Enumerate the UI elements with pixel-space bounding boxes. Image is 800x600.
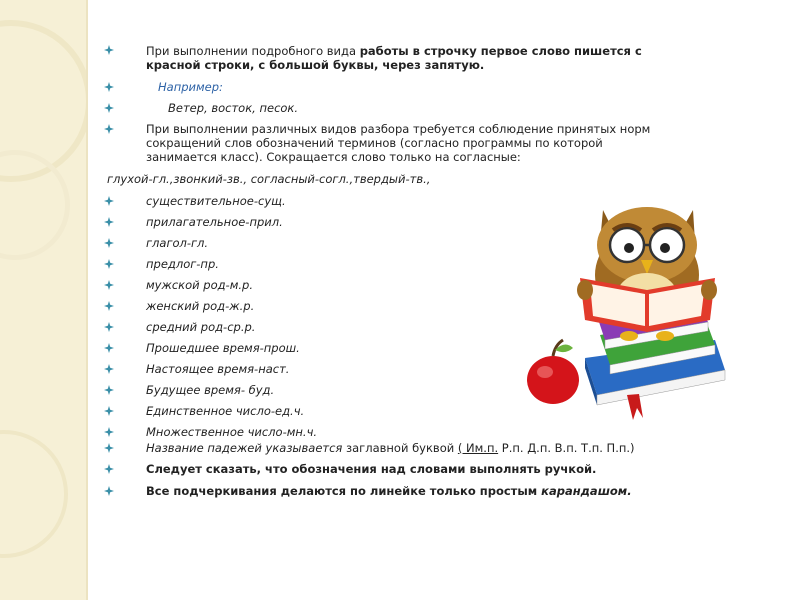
diamond-bullet-icon <box>104 196 114 206</box>
diamond-bullet-icon <box>104 364 114 374</box>
cases-line-rest: Р.п. Д.п. В.п. Т.п. П.п.) <box>498 441 635 455</box>
diamond-bullet-icon <box>104 385 114 395</box>
abbreviation-item: предлог-пр. <box>146 257 219 271</box>
note-pencil-plain: Все подчеркивания делаются по линейке только простым <box>146 484 542 498</box>
diamond-bullet-icon <box>104 217 114 227</box>
paragraph-red-line-bold: работы в строчку первое слово пишется с красной строки, с большой буквы, через запятую. <box>146 44 642 72</box>
cases-line-italic: Название падежей указывается <box>146 441 343 455</box>
owl-icon <box>577 207 717 341</box>
diamond-bullet-icon <box>104 343 114 353</box>
cases-line <box>146 441 666 455</box>
note-pencil <box>146 484 666 498</box>
diamond-bullet-icon <box>104 45 114 55</box>
abbreviation-item: существительное-сущ. <box>146 194 286 208</box>
abbreviation-item: женский род-ж.р. <box>146 299 255 313</box>
abbreviation-item: Множественное число-мн.ч. <box>146 425 318 439</box>
diamond-bullet-icon <box>104 427 114 437</box>
diamond-bullet-icon <box>104 486 114 496</box>
abbreviation-item: средний род-ср.р. <box>146 320 256 334</box>
diamond-bullet-icon <box>104 406 114 416</box>
diamond-bullet-icon <box>104 82 114 92</box>
diamond-bullet-icon <box>104 238 114 248</box>
abbreviation-item: Единственное число-ед.ч. <box>146 404 305 418</box>
diamond-bullet-icon <box>104 443 114 453</box>
sounds-abbreviations: глухой-гл.,звонкий-зв., согласный-согл.,твердый-тв., <box>107 172 431 186</box>
abbreviation-item: Настоящее время-наст. <box>146 362 290 376</box>
diamond-bullet-icon <box>104 301 114 311</box>
paragraph-red-line <box>146 44 646 72</box>
abbreviation-item: Будущее время- буд. <box>146 383 275 397</box>
cases-line-underlined: ( Им.п. <box>457 441 499 455</box>
diamond-bullet-icon <box>104 124 114 134</box>
abbreviation-item: глагол-гл. <box>146 236 209 250</box>
example-label: Например: <box>158 80 223 94</box>
owl-books-illustration <box>525 190 735 425</box>
paragraph-abbreviation-rules: При выполнении различных видов разбора требуется соблюдение принятых норм сокращений слов обозначений терминов (согласно программы по которой занимается класс). Сокращается слово только на согласные: <box>146 122 651 164</box>
paragraph-red-line-plain: При выполнении подробного вида <box>146 44 360 58</box>
abbreviation-item: мужской род-м.р. <box>146 278 253 292</box>
diamond-bullet-icon <box>104 259 114 269</box>
abbreviation-item: прилагательное-прил. <box>146 215 283 229</box>
abbreviation-item: Прошедшее время-прош. <box>146 341 300 355</box>
example-text: Ветер, восток, песок. <box>168 101 299 115</box>
diamond-bullet-icon <box>104 464 114 474</box>
note-pencil-italic: карандашом. <box>541 484 632 498</box>
diamond-bullet-icon <box>104 322 114 332</box>
apple-icon <box>527 340 579 404</box>
cases-line-plain: заглавной буквой <box>342 441 458 455</box>
diamond-bullet-icon <box>104 280 114 290</box>
diamond-bullet-icon <box>104 103 114 113</box>
note-pen: Следует сказать, что обозначения над словами выполнять ручкой. <box>146 462 597 476</box>
